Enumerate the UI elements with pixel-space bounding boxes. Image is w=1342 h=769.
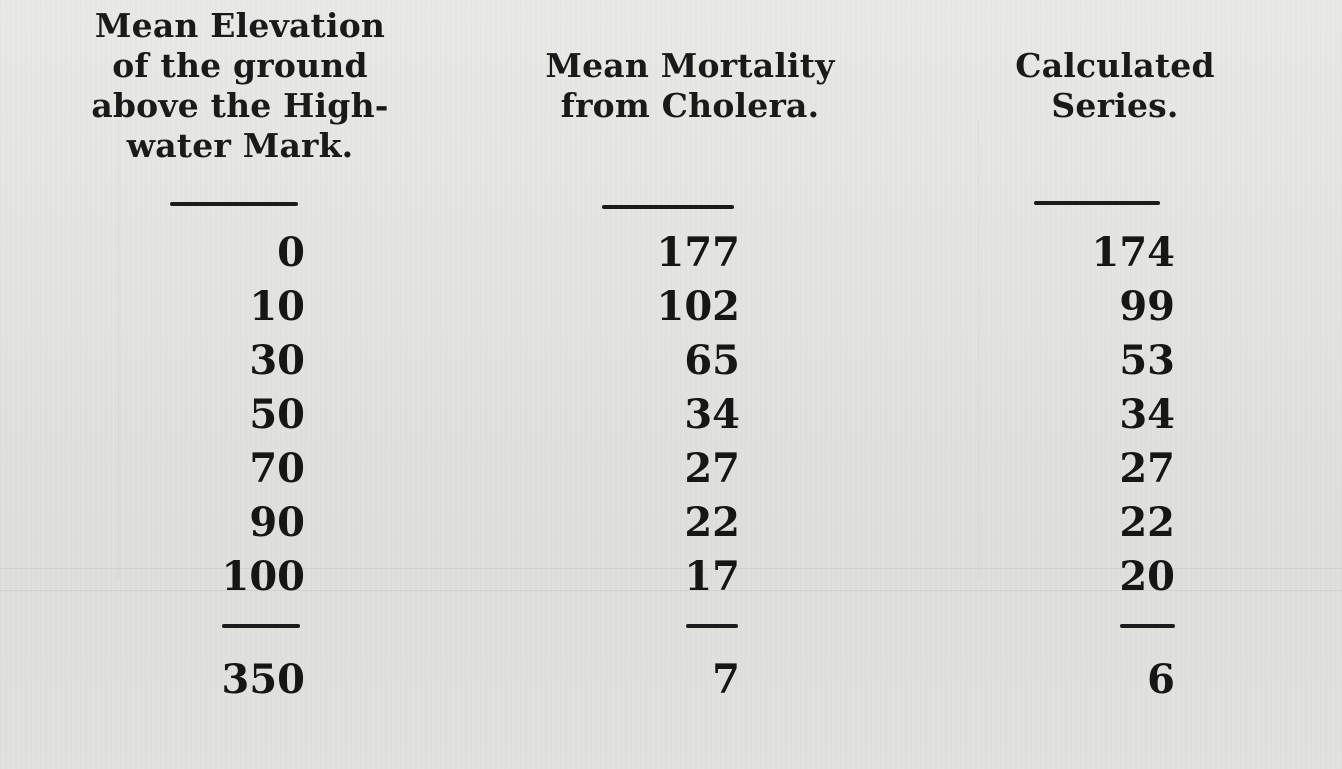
header-line: Series.: [1051, 86, 1179, 125]
header-line: Mean Mortality: [545, 46, 835, 85]
calculated-final-cell: 6: [1147, 656, 1175, 703]
elevation-cell: 30: [249, 337, 305, 384]
header-line: Mean Elevation: [94, 6, 386, 45]
mortality-cell: 177: [656, 229, 740, 276]
elevation-cell: 90: [249, 499, 305, 546]
elevation-final-cell: 350: [221, 656, 305, 703]
mortality-cell: 102: [656, 283, 740, 330]
faint-paper-line: [978, 120, 979, 579]
header-line: from Cholera.: [560, 86, 820, 125]
column-rule: [1034, 201, 1160, 205]
header-line: of the ground: [112, 46, 368, 85]
mortality-cell: 65: [684, 337, 740, 384]
elevation-cell: 0: [277, 229, 305, 276]
calculated-cell: 174: [1091, 229, 1175, 276]
column-rule: [602, 205, 734, 209]
header-calculated-series: [990, 46, 1240, 126]
elevation-cell: 100: [221, 553, 305, 600]
mortality-cell: 17: [684, 553, 740, 600]
header-line: water Mark.: [126, 126, 354, 165]
elevation-cell: 50: [249, 391, 305, 438]
header-mean-mortality: [520, 46, 860, 126]
mortality-final-cell: 7: [712, 656, 740, 703]
calculated-cell: 22: [1119, 499, 1175, 546]
short-rule: [686, 624, 738, 628]
header-line: above the High-: [91, 86, 389, 125]
mortality-cell: 27: [684, 445, 740, 492]
calculated-cell: 34: [1119, 391, 1175, 438]
mortality-cell: 22: [684, 499, 740, 546]
calculated-cell: 53: [1119, 337, 1175, 384]
header-line: Calculated: [1015, 46, 1215, 85]
short-rule: [222, 624, 300, 628]
header-mean-elevation: [50, 6, 430, 166]
faint-paper-line: [118, 120, 119, 579]
calculated-cell: 99: [1119, 283, 1175, 330]
short-rule: [1120, 624, 1175, 628]
calculated-cell: 20: [1119, 553, 1175, 600]
mortality-cell: 34: [684, 391, 740, 438]
elevation-cell: 10: [249, 283, 305, 330]
calculated-cell: 27: [1119, 445, 1175, 492]
column-rule: [170, 202, 298, 206]
elevation-cell: 70: [249, 445, 305, 492]
